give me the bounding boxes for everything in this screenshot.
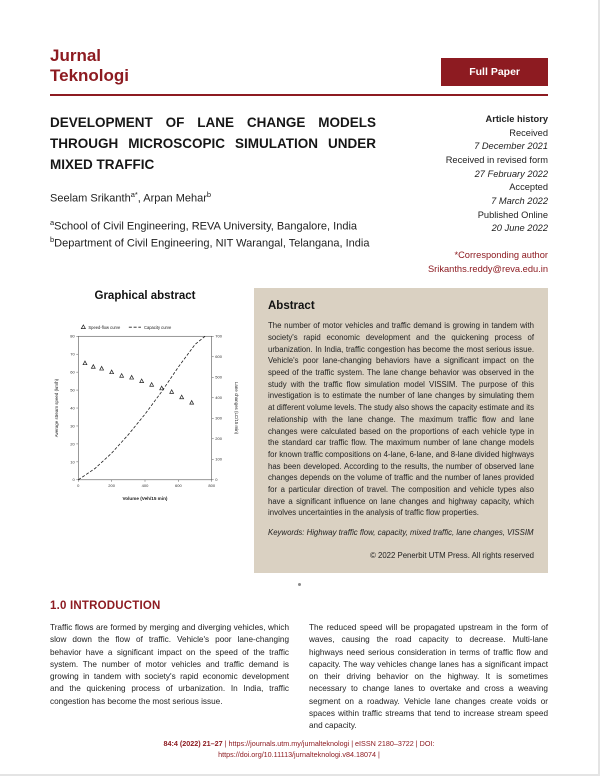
svg-text:200: 200 bbox=[108, 483, 116, 489]
history-date-published: 20 June 2022 bbox=[491, 223, 548, 234]
affiliation-2-text: Department of Civil Engineering, NIT Warangal, Telangana, India bbox=[54, 237, 370, 250]
article-title: DEVELOPMENT OF LANE CHANGE MODELS THROUGH MICROSCOPIC SIMULATION UNDER MIXED TRAFFIC bbox=[50, 115, 376, 172]
svg-text:0: 0 bbox=[72, 477, 75, 483]
article-authors bbox=[50, 190, 390, 205]
doi-line bbox=[50, 749, 548, 761]
svg-text:50: 50 bbox=[70, 387, 75, 393]
svg-text:0: 0 bbox=[77, 483, 80, 489]
svg-text:600: 600 bbox=[174, 483, 182, 489]
svg-text:400: 400 bbox=[215, 395, 222, 401]
history-label-revised: Received in revised form bbox=[445, 155, 548, 166]
graphical-abstract-chart bbox=[50, 310, 240, 508]
author-2: Arpan Mehar bbox=[143, 192, 207, 205]
svg-text:80: 80 bbox=[70, 334, 75, 340]
svg-text:Average stream speed (km/h): Average stream speed (km/h) bbox=[54, 379, 60, 438]
history-label-published: Published Online bbox=[477, 209, 548, 220]
svg-text:0: 0 bbox=[215, 477, 218, 483]
svg-text:40: 40 bbox=[70, 405, 75, 411]
introduction-columns bbox=[50, 622, 548, 733]
author-1-superscript: a* bbox=[130, 189, 138, 199]
journal-name-line2: Teknologi bbox=[50, 66, 130, 86]
svg-text:200: 200 bbox=[215, 436, 222, 442]
svg-text:500: 500 bbox=[215, 375, 222, 381]
affiliation-1 bbox=[50, 218, 380, 235]
author-2-superscript: b bbox=[206, 189, 212, 199]
abstract-heading: Abstract bbox=[268, 300, 315, 313]
svg-text:800: 800 bbox=[208, 483, 216, 489]
citation-text: 84:4 (2022) 21–27 bbox=[163, 738, 223, 748]
affiliation-1-text: School of Civil Engineering, REVA University, Bangalore, India bbox=[54, 220, 358, 233]
article-history-heading: Article history bbox=[485, 114, 548, 125]
svg-text:Lane changes (LC/15 min): Lane changes (LC/15 min) bbox=[233, 382, 239, 435]
journal-header bbox=[50, 0, 548, 96]
article-info-column bbox=[404, 113, 548, 276]
abstract-section bbox=[50, 288, 548, 573]
introduction-column-1: Traffic flows are formed by merging and diverging vehicles, which slow down the flow of traffic. Vehicle's poor lane-changing behavior have a significant impact on the speed of the traffic system. The number of motor vehicles and traffic demand is growing in tandem with society's rapid economic development and the quickening process of urbanization. In India, traffic congestion has become the most serious issue. bbox=[50, 623, 289, 706]
introduction-heading: 1.0 INTRODUCTION bbox=[50, 600, 161, 612]
title-block bbox=[50, 113, 548, 276]
svg-text:60: 60 bbox=[70, 369, 75, 375]
history-date-accepted: 7 March 2022 bbox=[491, 196, 548, 207]
svg-text:400: 400 bbox=[141, 483, 149, 489]
corresponding-author-email[interactable]: Srikanths.reddy@reva.edu.in bbox=[427, 263, 548, 274]
introduction-section bbox=[50, 600, 548, 733]
abstract-keywords: Keywords: Highway traffic flow, capacity, mixed traffic, lane changes, VISSIM bbox=[268, 528, 534, 537]
affiliation-2 bbox=[50, 235, 380, 252]
history-date-received: 7 December 2021 bbox=[474, 141, 548, 152]
author-1: Seelam Srikanth bbox=[50, 192, 131, 205]
svg-text:70: 70 bbox=[70, 351, 75, 357]
abstract-box bbox=[254, 288, 548, 573]
footer-journal-link[interactable]: | https://journals.utm.my/jurnalteknologi | eISSN 2180–3722 | DOI: bbox=[224, 738, 435, 748]
svg-text:10: 10 bbox=[70, 459, 75, 465]
page-footer bbox=[50, 738, 548, 761]
abstract-text: The number of motor vehicles and traffic demand is growing in tandem with society's rapid economic development and the quickening process of urbanization. In India, traffic congestion has become the most serious issue. Vehicle's poor lane-changing behaviors have a significant impact on the speed of the traffic system. The lane change behavior was observed in the study with the traffic flow simulation model VISSIM. The purpose of this investigation is to estimate the number of lane changes by simulating them at different volume levels. The study also shows the capacity estimate and its relationship with the lane change. The maximum traffic flow and lane changes were calculated based on the proportions of each vehicle type in the standard car traffic flow. The maximum number of lane change models for known traffic compositions on 4-lane, 6-lane, and 8-lane divided highways has been developed. According to the results, the number of observed lane changes depends on the volume of traffic and the number of lanes provided for a particular direction of travel. The composition and vehicle types also have a significant influence on lane changes and highway capacity, which involves uncertainties in the analysis of traffic flow properties. bbox=[268, 321, 534, 518]
corresponding-author-label: *Corresponding author bbox=[454, 250, 548, 260]
svg-text:300: 300 bbox=[215, 416, 222, 422]
header-rule bbox=[50, 94, 548, 96]
svg-text:100: 100 bbox=[215, 457, 222, 463]
svg-text:600: 600 bbox=[215, 354, 222, 360]
history-date-revised: 27 February 2022 bbox=[474, 168, 548, 179]
corresponding-author-block bbox=[404, 249, 548, 276]
svg-text:Speed-flow curve: Speed-flow curve bbox=[88, 325, 121, 331]
graphical-abstract-heading: Graphical abstract bbox=[94, 290, 196, 303]
svg-text:20: 20 bbox=[70, 441, 75, 447]
doi-link[interactable]: https://doi.org/10.11113/jurnalteknologi.v84.18074 | bbox=[218, 750, 380, 760]
svg-text:700: 700 bbox=[215, 334, 222, 340]
journal-name-line1: Jurnal bbox=[50, 46, 102, 65]
graphical-abstract-panel bbox=[50, 288, 240, 573]
history-label-accepted: Accepted bbox=[509, 182, 548, 193]
affiliation-1-superscript: a bbox=[50, 217, 55, 227]
copyright-notice: © 2022 Penerbit UTM Press. All rights reserved bbox=[370, 551, 534, 560]
section-separator-dot bbox=[298, 583, 301, 586]
author-separator: , bbox=[137, 192, 144, 205]
affiliation-2-superscript: b bbox=[50, 234, 55, 244]
full-paper-badge: Full Paper bbox=[441, 58, 548, 86]
history-label-received: Received bbox=[509, 127, 548, 138]
title-column bbox=[50, 113, 390, 276]
introduction-column-2: The reduced speed will be propagated upstream in the form of waves, causing the road capacity to decrease. Multi-lane highways need serious consideration in terms of traffic flow and capacity. The way vehicles change lanes has a significant impact on their driving behavior on the highway. It is sometimes necessary to change lanes to overtake and cross a weaving segment on a roadway. Vehicle lane changes create voids or spaces within traffic streams that tend to increase stream speed and capacity. bbox=[309, 623, 548, 731]
svg-text:Capacity curve: Capacity curve bbox=[143, 325, 172, 331]
svg-text:30: 30 bbox=[70, 423, 75, 429]
citation-line bbox=[50, 738, 548, 750]
svg-text:Volume (Veh/15 min): Volume (Veh/15 min) bbox=[122, 496, 168, 502]
